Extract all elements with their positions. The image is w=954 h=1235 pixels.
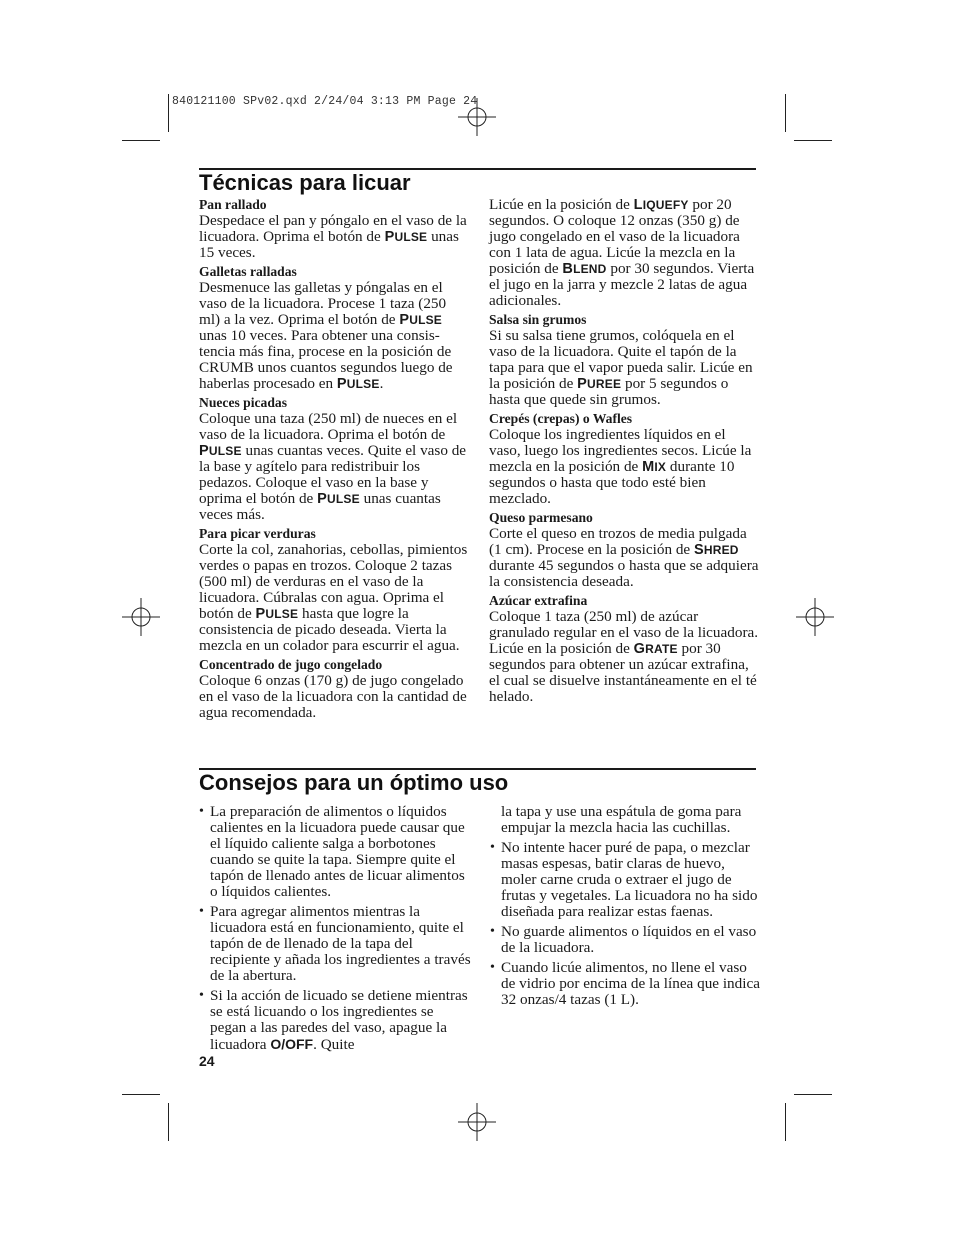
tip-item: • La preparación de alimentos o líquidos calientes en la licuadora puede causar que el líquido caliente salga a borbotones cuando se quite la tapa. Siempre quite el tapón de llenado antes de licuar alimentos o líquidos calientes. [199,804,471,900]
registration-mark-icon [458,98,496,136]
technique-heading: Crepés (crepas) o Wafles [489,411,633,426]
crop-mark [168,1103,169,1141]
tecnicas-column-right [489,197,761,705]
technique-text: Despedace el pan y póngalo en el vaso de la licuadora. Oprima el botón de PULSE unas 15 veces. [199,212,467,261]
technique-text: Desmenuce las galletas y póngalas en el vaso de la licuadora. Procese 1 taza (250 ml) a la vez. Oprima el botón de PULSE unas 10 veces. Para obtener una consistencia más fina, procese en la posición de CRUMB unos cuantos segundos luego de haberlas procesado en PULSE. [199,279,453,392]
tip-item: • No guarde alimentos o líquidos en el vaso de la licuadora. [490,924,760,956]
technique-heading: Galletas ralladas [199,264,297,279]
consejos-column-left [199,804,471,1057]
crop-mark [794,1094,832,1095]
technique-text: Corte el queso en trozos de media pulgada (1 cm). Procese en la posición de SHRED durante 45 segundos o hasta que se adquiera la consistencia deseada. [489,525,759,590]
technique-heading: Para picar verduras [199,526,316,541]
crop-mark [122,1094,160,1095]
technique-heading: Salsa sin grumos [489,312,587,327]
print-slug: 840121100 SPv02.qxd 2/24/04 3:13 PM Page 24 [172,95,478,108]
button-name-label: PULSE [199,443,242,459]
technique-text: Coloque una taza (250 ml) de nueces en el vaso de la licuadora. Oprima el botón de PULSE unas cuantas veces. Quite el vaso de la base y agítelo para redistribuir los pedazos. Coloque el vaso en la base y oprima el botón de PULSE unas cuantas veces más. [199,410,467,523]
technique-text: Coloque los ingredientes líquidos en el vaso, luego los ingredientes secos. Licúe la mezcla en la posición de MIX durante 10 segundos o hasta que todo esté bien mezclado. [489,426,752,507]
button-name-label: PULSE [317,491,360,507]
crop-mark [785,94,786,132]
crop-mark [794,140,832,141]
tip-item: • No intente hacer puré de papa, o mezclar masas espesas, batir claras de huevo, moler carne cruda o extraer el jugo de frutas y vegetales. La licuadora no ha sido diseñada para realizar estas faenas. [490,840,760,920]
technique-heading: Nueces picadas [199,395,287,410]
crop-mark [785,1103,786,1141]
tips-list [490,804,760,1008]
switch-label: O/OFF [270,1036,314,1052]
technique-heading: Queso parmesano [489,510,593,525]
button-name-label: PULSE [384,229,428,245]
tips-list [199,804,471,1053]
button-name-label: PULSE [336,376,380,392]
button-name-label: GRATE [633,641,678,657]
page-number: 24 [199,1053,215,1069]
technique-text: Corte la col, zanahorias, cebollas, pimientos verdes o papas en trozos. Coloque 2 tazas (500 ml) de verduras en el vaso de la licuadora. Cúbralas con agua. Oprima el botón de PULSE hasta que logre la consistencia de picado deseada. Vierta la mezcla en un colador para escurrir el agua. [199,541,468,654]
crop-mark [122,140,160,141]
button-name-label: PUREE [577,376,622,392]
tip-item: • Si la acción de licuado se detiene mientras se está licuando o los ingredientes se pegan a las paredes del vaso, apague la licuadora O/OFF. Quite [199,988,471,1053]
registration-mark-icon [796,598,834,636]
tip-item: • Para agregar alimentos mientras la licuadora está en funcionamiento, quite el tapón de de llenado de la tapa del recipiente y añada los ingredientes a través de la abertura. [199,904,471,984]
button-name-label: LIQUEFY [633,197,689,213]
technique-heading: Pan rallado [199,197,267,212]
button-name-label: PULSE [399,312,443,328]
technique-text: Si su salsa tiene grumos, colóquela en el vaso de la licuadora. Quite el tapón de la tapa para que el vapor pueda salir. Licúe en la posición de PUREE por 5 segundos o hasta que quede sin grumos. [489,327,753,408]
technique-heading: Azúcar extrafina [489,593,588,608]
registration-mark-icon [122,598,160,636]
technique-text: Licúe en la posición de LIQUEFY por 20 segundos. O coloque 12 onzas (350 g) de jugo congelado en el vaso de la licuadora con 1 lata de agua. Licúe la mezcla en la posición de BLEND por 30 segundos. Vierta el jugo en la jarra y mezcle 2 latas de agua adicionales. [489,196,755,309]
tip-item: la tapa y use una espátula de goma para empujar la mezcla hacia las cuchillas. [501,803,742,836]
button-name-label: PULSE [255,606,299,622]
button-name-label: MIX [642,459,667,475]
button-name-label: BLEND [562,261,607,277]
technique-text: Coloque 1 taza (250 ml) de azúcar granulado regular en el vaso de la licuadora. Licúe en la posición de GRATE por 30 segundos para obtener un azúcar extrafina, el cual se disuelve instantáneamente en el té helado. [489,608,759,705]
technique-text: Coloque 6 onzas (170 g) de jugo congelado en el vaso de la licuadora con la cantidad de agua recomendada. [199,672,467,721]
registration-mark-icon [458,1103,496,1141]
section-title-tecnicas: Técnicas para licuar [199,170,411,195]
tecnicas-column-left [199,197,469,721]
technique-heading: Concentrado de jugo congelado [199,657,383,672]
consejos-column-right [490,804,760,1012]
crop-mark [168,94,169,132]
button-name-label: SHRED [693,542,739,558]
section-title-consejos: Consejos para un óptimo uso [199,770,509,795]
tip-item: • Cuando licúe alimentos, no llene el vaso de vidrio por encima de la línea que indica 32 onzas/4 tazas (1 L). [490,960,760,1008]
